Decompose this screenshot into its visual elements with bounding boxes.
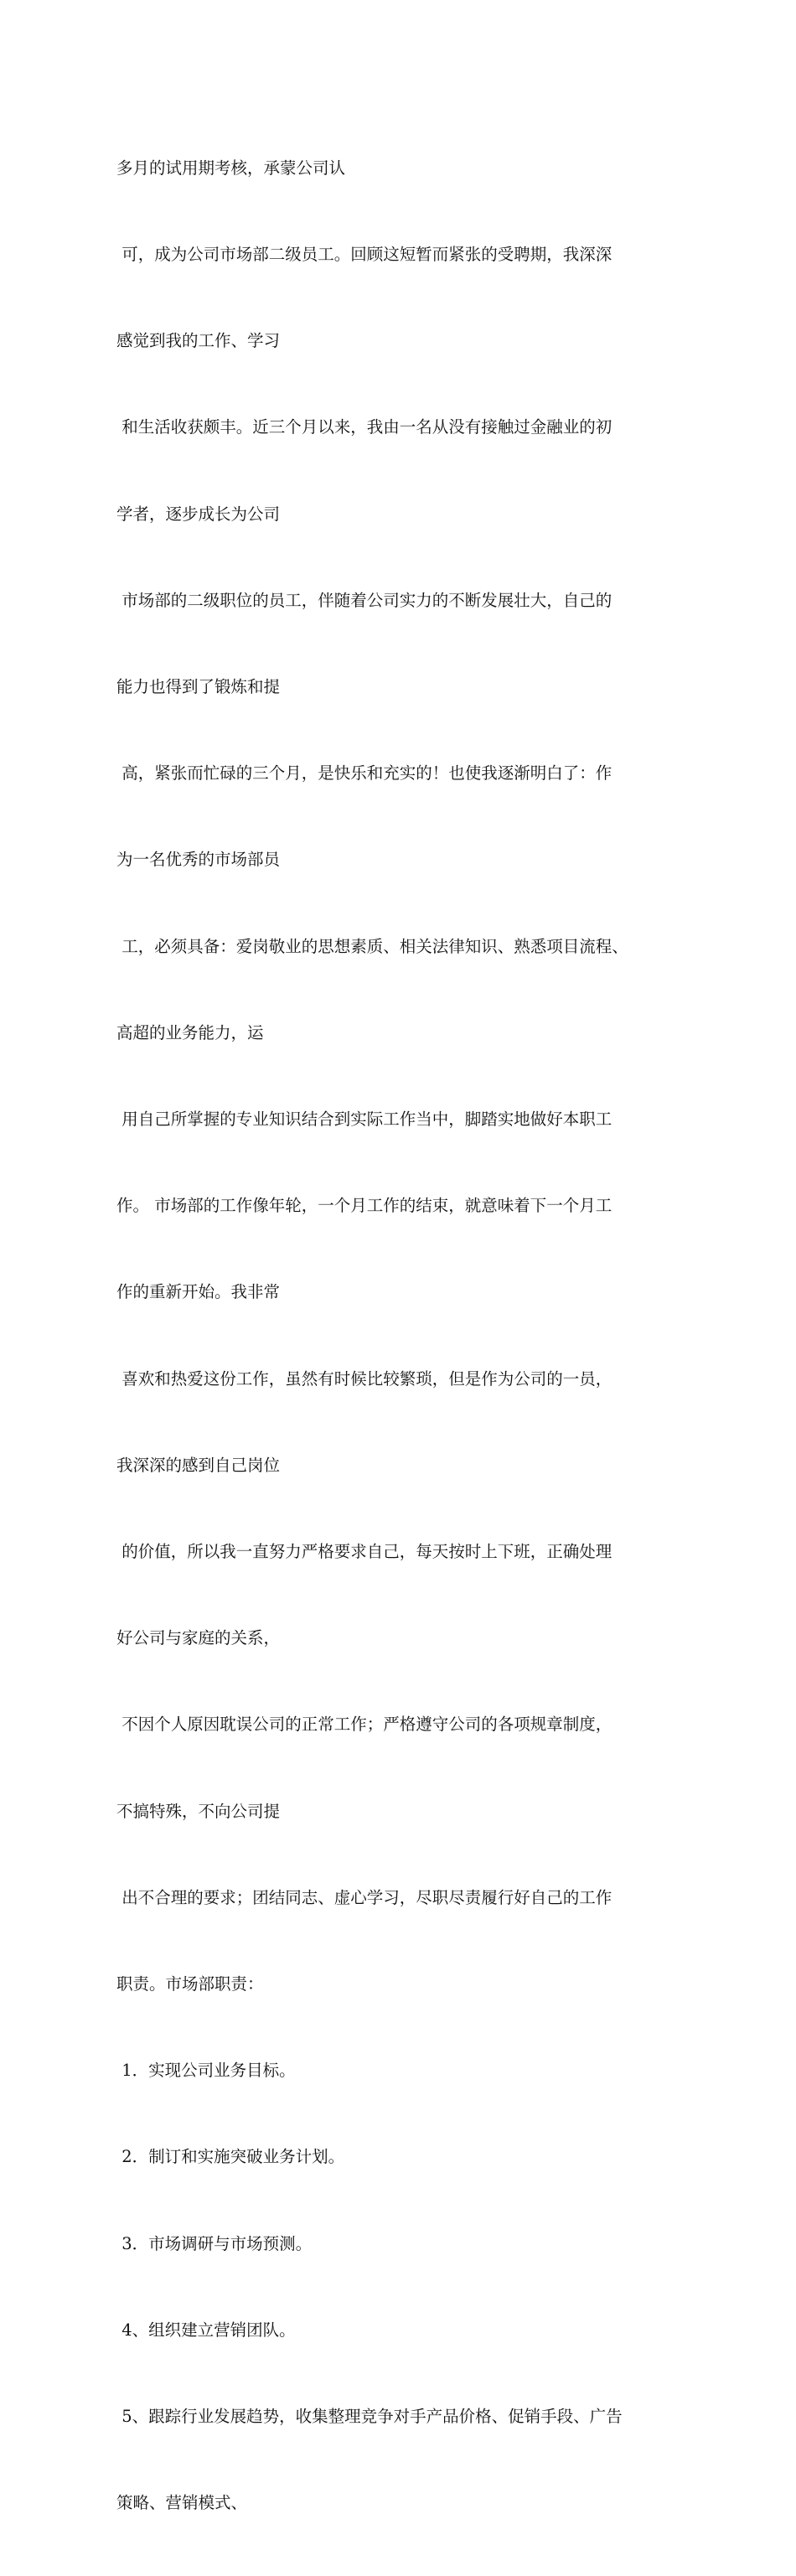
text-line: 的价值，所以我一直努力严格要求自己，每天按时上下班，正确处理 xyxy=(116,1542,613,1562)
text-line: 为一名优秀的市场部员 xyxy=(116,850,281,870)
text-line: 和生活收获颇丰。近三个月以来，我由一名从没有接触过金融业的初 xyxy=(116,417,613,437)
list-item: 2．制订和实施突破业务计划。 xyxy=(116,2147,345,2167)
text-line: 高，紧张而忙碌的三个月，是快乐和充实的！也使我逐渐明白了：作 xyxy=(116,763,613,784)
text-line: 多月的试用期考核，承蒙公司认 xyxy=(116,158,346,178)
text-line: 工，必须具备：爱岗敬业的思想素质、相关法律知识、熟悉项目流程、 xyxy=(116,936,628,956)
text-line: 喜欢和热爱这份工作，虽然有时候比较繁琐，但是作为公司的一员， xyxy=(116,1368,613,1389)
text-line: 作。 市场部的工作像年轮，一个月工作的结束，就意味着下一个月工 xyxy=(116,1196,613,1216)
text-line: 策略、营销模式、 xyxy=(116,2493,248,2513)
text-line: 作的重新开始。我非常 xyxy=(116,1282,281,1302)
list-item: 1．实现公司业务目标。 xyxy=(116,2061,296,2081)
text-line: 感觉到我的工作、学习 xyxy=(116,331,281,351)
list-item: 4、组织建立营销团队。 xyxy=(116,2320,296,2340)
text-line: 学者，逐步成长为公司 xyxy=(116,504,281,524)
text-line: 可，成为公司市场部二级员工。回顾这短暂而紧张的受聘期，我深深 xyxy=(116,245,613,265)
text-line: 出不合理的要求；团结同志、虚心学习，尽职尽责履行好自己的工作 xyxy=(116,1887,613,1907)
text-line: 好公司与家庭的关系， xyxy=(116,1628,281,1648)
text-line: 用自己所掌握的专业知识结合到实际工作当中，脚踏实地做好本职工 xyxy=(116,1110,613,1130)
text-line: 不搞特殊，不向公司提 xyxy=(116,1801,281,1821)
text-line: 市场部的二级职位的员工，伴随着公司实力的不断发展壮大，自己的 xyxy=(116,590,613,610)
document-body xyxy=(116,96,703,2576)
list-item: 5、跟踪行业发展趋势，收集整理竞争对手产品价格、促销手段、广告 xyxy=(116,2407,623,2427)
text-line: 职责。市场部职责： xyxy=(116,1974,264,1994)
text-line: 能力也得到了锻炼和提 xyxy=(116,677,281,697)
text-line: 我深深的感到自己岗位 xyxy=(116,1455,281,1475)
text-line: 高超的业务能力，运 xyxy=(116,1022,264,1042)
text-line: 不因个人原因耽误公司的正常工作；严格遵守公司的各项规章制度， xyxy=(116,1715,613,1735)
list-item: 3．市场调研与市场预测。 xyxy=(116,2233,313,2253)
